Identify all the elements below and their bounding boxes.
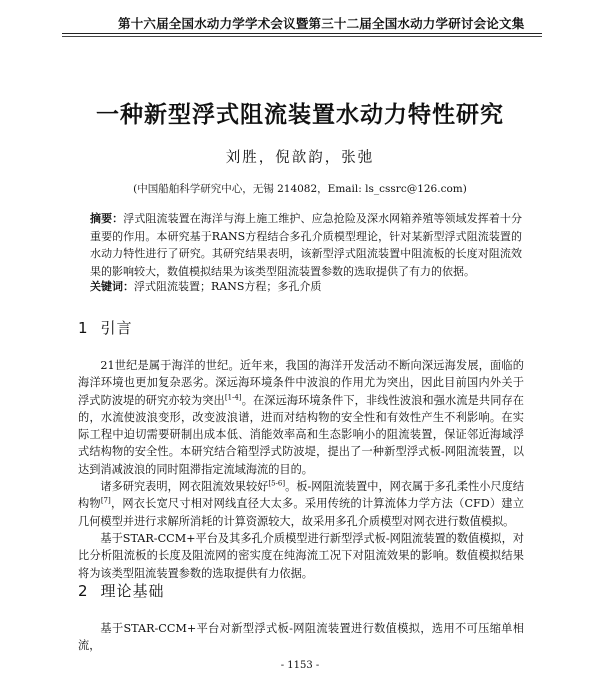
header-rule — [62, 33, 542, 34]
section-title: 理论基础 — [100, 582, 165, 600]
section-heading-theory — [78, 580, 165, 601]
section-number: 2 — [78, 582, 89, 600]
keywords — [90, 279, 522, 295]
authors: 刘胜，倪歆韵，张弛 — [225, 150, 375, 166]
keywords-text: 浮式阻流装置；RANS方程；多孔介质 — [134, 280, 322, 293]
paragraph-text: 21世纪是属于海洋的世纪。近年来，我国的海洋开发活动不断向深远海发展，面临的海洋环境也更加复杂恶劣。深远海环境条件中波浪的作用尤为突出，因此目前国内外关于浮式防波堤的研究亦较为突出 — [78, 359, 524, 407]
citation: [1-4] — [224, 392, 242, 401]
section-heading-introduction — [78, 317, 133, 338]
citation: [7] — [100, 496, 111, 505]
page-number: - 1153 - — [280, 660, 320, 671]
theory-body — [78, 620, 524, 655]
paragraph — [78, 478, 524, 530]
abstract-text: 浮式阻流装置在海洋与海上施工维护、应急抢险及深水网箱养殖等领域发挥着十分重要的作用。本研究基于RANS方程结合多孔介质模型理论，针对某新型浮式阻流装置的水动力特性进行了研究。其研究结果表明，该新型浮式阻流装置中阻流板的长度对阻流效果的影响较大，数值模拟结果为该类型阻流装置参数的选取提供了有力的依据。 — [90, 212, 523, 278]
paragraph-text: 。板-网阻流装置中，网衣属于多孔柔性小尺度结构物 — [78, 480, 524, 511]
paper-title: 一种新型浮式阻流装置水动力特性研究 — [96, 102, 504, 128]
section-number: 1 — [78, 319, 89, 337]
abstract — [90, 210, 522, 280]
paragraph: 基于STAR-CCM+平台对新型浮式板-网阻流装置进行数值模拟，选用不可压缩单相流， — [78, 622, 524, 653]
running-header: 第十六届全国水动力学学术会议暨第三十二届全国水动力学研讨会论文集 — [118, 16, 525, 31]
paragraph: 基于STAR-CCM+平台及其多孔介质模型进行新型浮式板-网阻流装置的数值模拟，对比分析阻流板的长度及阻流网的密实度在纯海流工况下对阻流效果的影响。数值模拟结果将为该类型阻流装置参数的选取提供有力依据。 — [78, 531, 524, 580]
paragraph-text: 诸多研究表明，网衣阻流效果较好 — [100, 480, 269, 494]
citation: [5-6] — [268, 479, 286, 488]
keywords-label: 关键词： — [90, 280, 134, 293]
paragraph-text: ，网衣长宽尺寸相对网线直径大太多。采用传统的计算流体力学方法（CFD）建立几何模型并进行求解所消耗的计算资源较大，故采用多孔介质模型对网衣进行数值模拟。 — [78, 497, 524, 528]
abstract-label: 摘要： — [90, 212, 124, 225]
paragraph-text: 。在深远海环境条件下，非线性波浪和强水流是共同存在的，水流使波浪变形，改变波浪谱，进而对结构物的安全性和有效性产生不利影响。在实际工程中迫切需要研制出成本低、消能效率高和生态影响小的阻流装置，保证邻近海域浮式结构物的安全性。本研究结合箱型浮式防波堤，提出了一种新型浮式板-网阻流装置，以达到消减波浪的同时阻滞指定流域海流的目的。 — [78, 393, 524, 476]
header-rule-thin — [62, 36, 542, 37]
paragraph — [78, 357, 524, 478]
introduction-body — [78, 357, 524, 582]
section-title: 引言 — [100, 319, 133, 337]
affiliation: (中国船舶科学研究中心，无锡 214082，Email: ls_cssrc@126.com) — [133, 183, 467, 195]
